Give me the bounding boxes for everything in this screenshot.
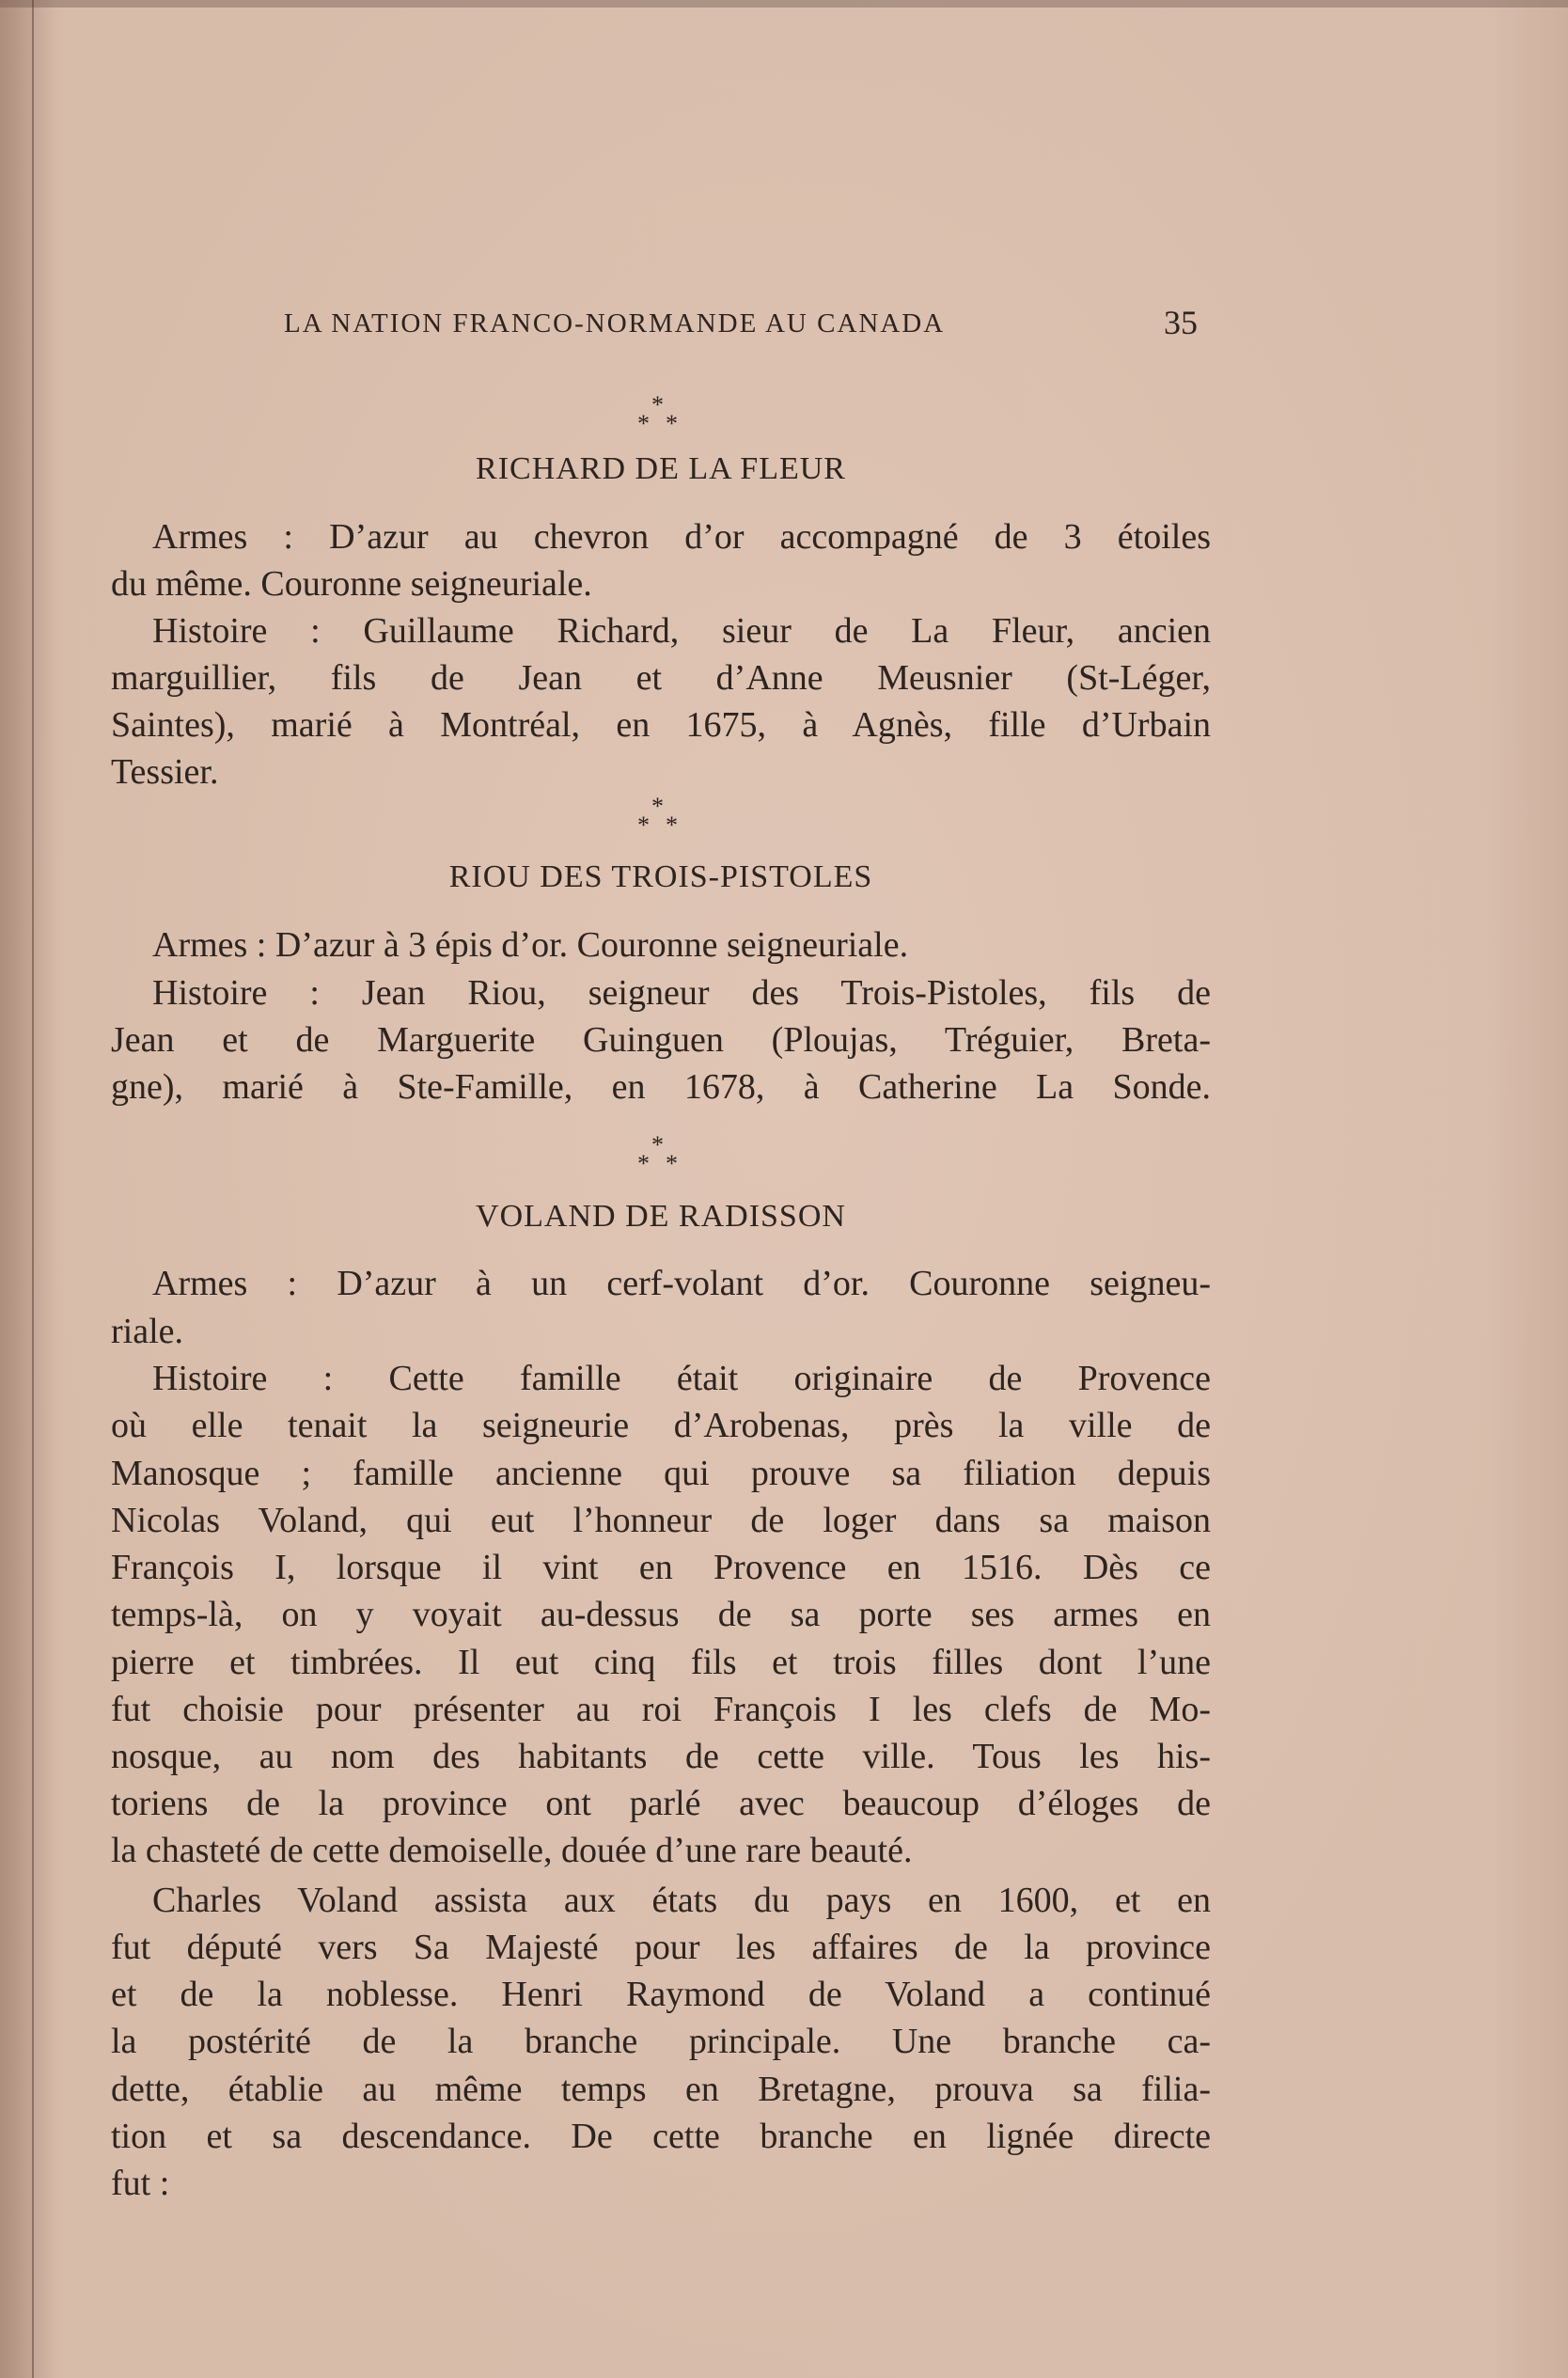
page-number: 35 [1164,304,1198,341]
text-line: tion et sa descendance. De cette branche en lignée directe [111,2117,1211,2156]
text-line: fut député vers Sa Majesté pour les affaires de la province [111,1928,1211,1967]
text-line: Histoire : Cette famille était originaire de Provence [152,1359,1211,1398]
asterisk: * [651,793,664,820]
binding-line [32,0,34,2378]
text-line: du même. Couronne seigneuriale. [111,564,592,604]
text-line: où elle tenait la seigneurie d’Arobenas, près la ville de [111,1406,1211,1445]
text-line: temps-là, on y voyait au-dessus de sa porte ses armes en [111,1595,1211,1634]
asterisk: * [651,1131,664,1158]
asterisk: * [637,1150,650,1177]
section-title: VOLAND DE RADISSON [476,1199,846,1234]
text-line: nosque, au nom des habitants de cette ville. Tous les his- [111,1737,1211,1776]
text-line: Armes : D’azur à un cerf-volant d’or. Couronne seigneu- [152,1264,1211,1303]
asterisk: * [637,410,650,437]
page-top-edge [0,0,1568,8]
running-head: LA NATION FRANCO-NORMANDE AU CANADA [284,308,946,339]
text-line: toriens de la province ont parlé avec beaucoup d’éloges de [111,1784,1211,1823]
text-line: Manosque ; famille ancienne qui prouve sa filiation depuis [111,1454,1211,1493]
asterisk: * [666,811,678,839]
text-line: Charles Voland assista aux états du pays en 1600, et en [152,1881,1211,1920]
text-line: fut choisie pour présenter au roi François I les clefs de Mo- [111,1690,1211,1729]
text-line: riale. [111,1312,184,1351]
asterism-separator [622,393,698,440]
asterisk: * [666,1150,678,1177]
asterism-separator [622,1133,698,1180]
text-line: gne), marié à Ste-Famille, en 1678, à Catherine La Sonde. [111,1067,1211,1107]
text-line: Histoire : Guillaume Richard, sieur de La Fleur, ancien [152,611,1211,651]
text-line: la postérité de la branche principale. Une branche ca- [111,2022,1211,2061]
asterisk: * [637,811,650,839]
page-left-shadow [0,0,56,2378]
text-line: Saintes), marié à Montréal, en 1675, à Agnès, fille d’Urbain [111,705,1211,745]
text-line: François I, lorsque il vint en Provence en 1516. Dès ce [111,1548,1211,1587]
text-line: la chasteté de cette demoiselle, douée d’une rare beauté. [111,1831,913,1870]
text-line: pierre et timbrées. Il eut cinq fils et trois filles dont l’une [111,1643,1211,1682]
text-line: Tessier. [111,752,219,792]
text-line: Armes : D’azur au chevron d’or accompagné de 3 étoiles [152,517,1211,557]
asterisk: * [666,410,678,437]
text-line: Histoire : Jean Riou, seigneur des Trois-Pistoles, fils de [152,973,1211,1013]
text-line: et de la noblesse. Henri Raymond de Voland a continué [111,1975,1211,2014]
section-title: RIOU DES TROIS-PISTOLES [448,859,873,894]
text-line: marguillier, fils de Jean et d’Anne Meusnier (St-Léger, [111,658,1211,698]
text-line: Jean et de Marguerite Guinguen (Ploujas, Tréguier, Breta- [111,1020,1211,1060]
text-line: dette, établie au même temps en Bretagne, prouva sa filia- [111,2070,1211,2109]
text-line: fut : [111,2164,170,2203]
asterisk: * [651,391,664,418]
text-line: Armes : D’azur à 3 épis d’or. Couronne seigneuriale. [152,925,909,965]
section-title: RICHARD DE LA FLEUR [476,451,846,486]
asterism-separator [622,795,698,842]
text-line: Nicolas Voland, qui eut l’honneur de loger dans sa maison [111,1501,1211,1540]
